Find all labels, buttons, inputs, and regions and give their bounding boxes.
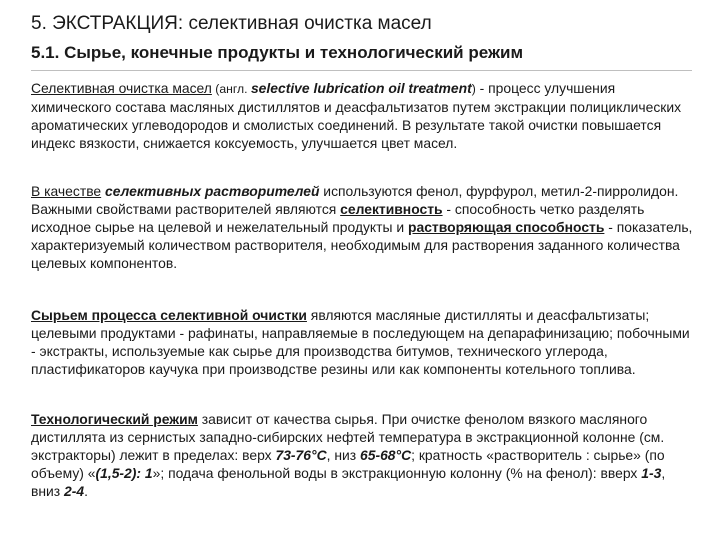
- solvents-text-2: - способность четко разделять исходное сырье на целевой и нежелательный продукты и: [31, 201, 645, 235]
- english-close: ): [471, 82, 476, 96]
- term-process-conditions: Технологический режим: [31, 411, 198, 427]
- conditions-text-6: .: [84, 483, 88, 499]
- solvents-lead: В качестве: [31, 183, 102, 199]
- term-selective-solvents: селективных растворителей: [105, 183, 320, 199]
- solvents-text-1: используются фенол, фурфурол, метил-2-пирролидон. Важными свойствами растворителей являются: [31, 183, 679, 217]
- paragraph-process-conditions: [31, 410, 695, 500]
- slide-subtitle: 5.1. Сырье, конечные продукты и технологический режим: [31, 43, 524, 62]
- term-dissolving-capacity: растворяющая способность: [408, 219, 605, 235]
- term-selective-treatment: Селективная очистка масел: [31, 80, 212, 96]
- term-selectivity: селективность: [340, 201, 443, 217]
- english-term: selective lubrication oil treatment: [250, 80, 472, 96]
- value-top-temperature: 73-76°С: [275, 447, 327, 463]
- definition-text: - процесс улучшения химического состава масляных дистиллятов и деасфальтизатов путем экстракции полициклических ароматических углеводородов и смолистых соединений. В результате такой очистки повышается индекс вязкости, снижается коксуемость, улучшается цвет масел.: [31, 80, 682, 151]
- paragraph-feedstock: [31, 306, 695, 378]
- conditions-text-3: ; кратность «растворитель : сырье» (по объему) «: [31, 447, 665, 481]
- paragraph-solvents: [31, 182, 695, 272]
- conditions-text-5: , вниз: [31, 465, 666, 499]
- term-feedstock: Сырьем процесса селективной очистки: [31, 307, 307, 323]
- conditions-text-4: »; подача фенольной воды в экстракционную колонну (% на фенол): вверх: [152, 465, 642, 481]
- value-water-bottom: 2-4: [64, 483, 85, 499]
- feedstock-text: являются масляные дистилляты и деасфальтизаты; целевыми продуктами - рафинаты, направляемые в последующем на депарафинизацию; побочными - экстракты, используемые как сырье для производства битумов, технического углерода, пластификаторов каучука при производстве резины или как компоненты котельного топлива.: [31, 307, 690, 377]
- value-bottom-temperature: 65-68°С: [360, 447, 412, 463]
- paragraph-definition: [31, 79, 695, 152]
- solvents-text-3: - показатель, характеризуемый количеством растворителя, необходимым для растворения заданного количества целевых компонентов.: [31, 219, 693, 271]
- value-solvent-ratio: (1,5-2): 1: [95, 465, 153, 481]
- value-water-top: 1-3: [641, 465, 662, 481]
- slide-title: 5. ЭКСТРАКЦИЯ: селективная очистка масел: [31, 13, 432, 34]
- conditions-text-1: зависит от качества сырья. При очистке фенолом вязкого масляного дистиллята из сернистых западно-сибирских нефтей температура в экстракционной колонне (см. экстракторы) лежит в пределах: верх: [31, 411, 665, 463]
- title-divider: [31, 70, 692, 71]
- conditions-text-2: , низ: [326, 447, 360, 463]
- english-open: (англ.: [211, 82, 251, 96]
